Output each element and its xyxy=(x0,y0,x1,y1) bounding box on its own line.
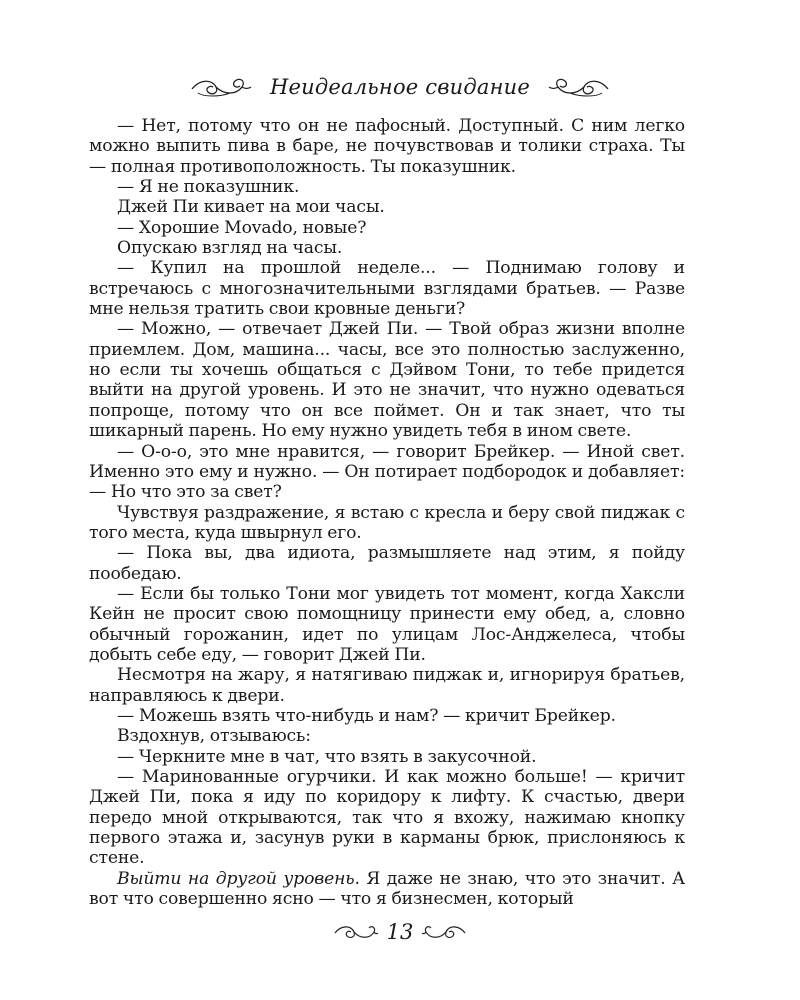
italic-phrase: Выйти на другой уровень xyxy=(117,868,355,889)
paragraph: Джей Пи кивает на мои часы. xyxy=(117,197,385,218)
paragraph: — О-о-о, это мне нравится, — говорит Брейкер. — Иной свет. Именно это ему и нужно. — Он потирает подбородок и добавляет: — Но что это за свет? xyxy=(89,441,685,503)
flourish-left-icon xyxy=(190,75,252,99)
paragraph: — Нет, потому что он не пафосный. Доступный. С ним легко можно выпить пива в баре, не почувствовав и толики страха. Ты — полная противоположность. Ты показушник. xyxy=(89,116,685,177)
paragraph: — Можешь взять что-нибудь и нам? — кричит Брейкер. xyxy=(117,705,616,726)
paragraph: — Хорошие Movado, новые? xyxy=(117,217,367,238)
paragraph: Вздохнув, отзываюсь: xyxy=(117,726,311,747)
paragraph: — Если бы только Тони мог увидеть тот момент, когда Хаксли Кейн не просит свою помощницу принести ему обед, а, словно обычный горожанин, идет по улицам Лос-Анджелеса, чтобы добыть себе еду, — говорит Джей Пи. xyxy=(89,583,685,665)
paragraph-continuation: . Я даже не знаю, что это значит. А вот что совершенно ясно — что я бизнесмен, который xyxy=(89,868,685,910)
paragraph: — Я не показушник. xyxy=(117,177,300,198)
running-header xyxy=(0,70,800,104)
footer-flourish-left-icon xyxy=(333,922,379,942)
page-number: 13 xyxy=(386,920,414,944)
paragraph: — Маринованные огурчики. И как можно больше! — кричит Джей Пи, пока я иду по коридору к лифту. К счастью, двери передо мной открываются, так что я вхожу, нажимаю кнопку первого этажа и, засунув руки в карманы брюк, прислоняюсь к стене. xyxy=(89,767,685,869)
paragraph: Опускаю взгляд на часы. xyxy=(117,238,343,259)
paragraph: Несмотря на жару, я натягиваю пиджак и, игнорируя братьев, направляюсь к двери. xyxy=(89,665,685,706)
paragraph: — Пока вы, два идиота, размышляете над этим, я пойду пообедаю. xyxy=(89,543,685,584)
flourish-right-icon xyxy=(548,75,610,99)
paragraph-last xyxy=(89,869,685,910)
running-header-title: Неидеальное свидание xyxy=(269,75,531,99)
paragraph: — Купил на прошлой неделе... — Поднимаю голову и встречаюсь с многозначительными взглядами братьев. — Разве мне нельзя тратить свои кровные деньги? xyxy=(89,258,685,320)
paragraph: Чувствуя раздражение, я встаю с кресла и беру свой пиджак с того места, куда швырнул его. xyxy=(89,502,685,543)
paragraph: — Черкните мне в чат, что взять в закусочной. xyxy=(117,746,537,767)
page-footer xyxy=(0,918,800,946)
body-text xyxy=(89,116,685,909)
footer-flourish-right-icon xyxy=(421,922,467,942)
paragraph: — Можно, — отвечает Джей Пи. — Твой образ жизни вполне приемлем. Дом, машина... часы, все это полностью заслуженно, но если ты хочешь общаться с Дэйвом Тони, то тебе придется выйти на другой уровень. И это не значит, что нужно одеваться попроще, потому что он все поймет. Он и так знает, что ты шикарный парень. Но ему нужно увидеть тебя в ином свете. xyxy=(89,319,685,442)
